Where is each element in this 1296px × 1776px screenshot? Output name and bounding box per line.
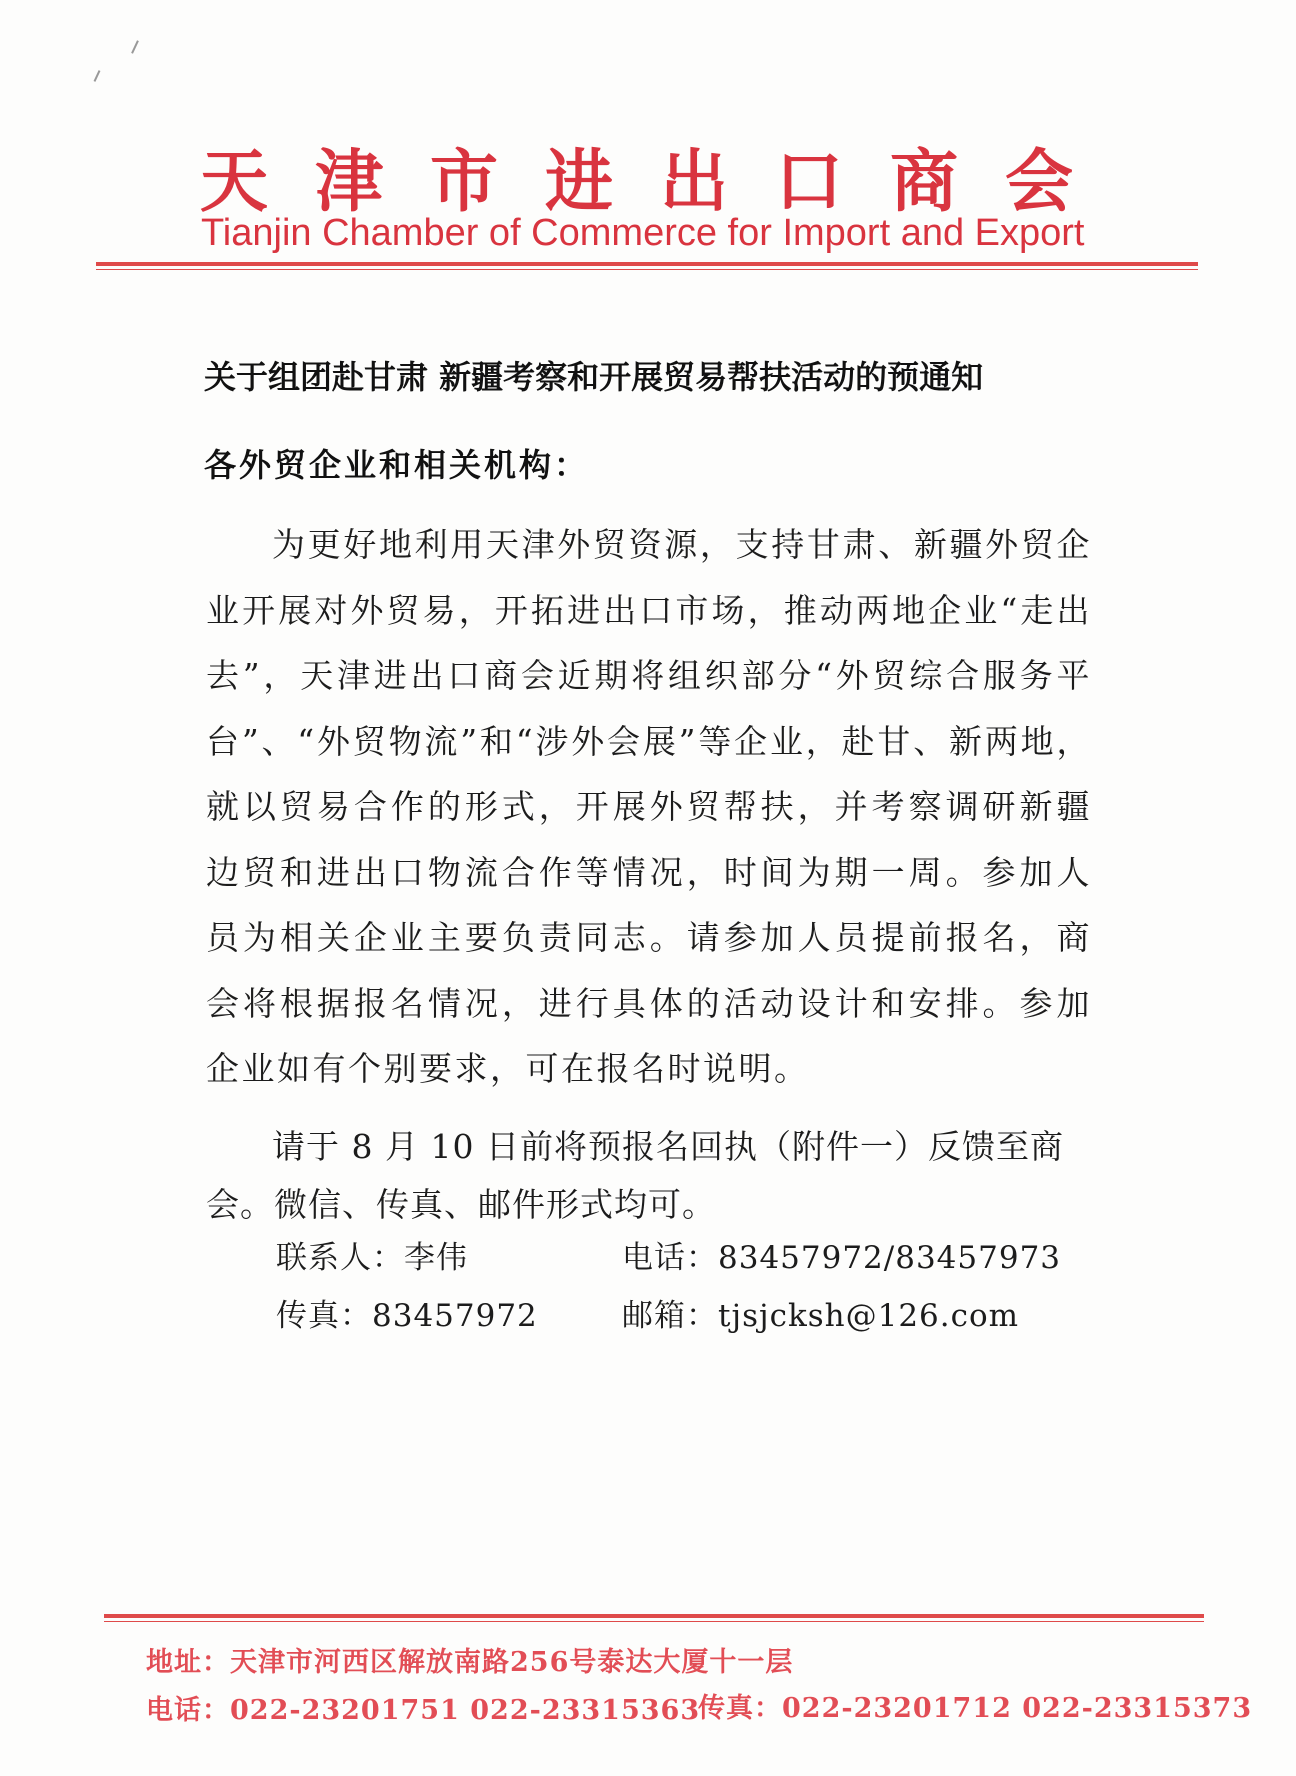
footer-phone: 电话：022-23201751 022-23315363 <box>146 1695 701 1726</box>
registration-note: 请于 8 月 10 日前将预报名回执（附件一）反馈至商会。微信、传真、邮件形式均可。 <box>206 1127 1064 1224</box>
footer-address: 地址：天津市河西区解放南路256号泰达大厦十一层 <box>146 1647 794 1678</box>
scan-mark <box>131 40 139 54</box>
contact-email: 邮箱：tjsjcksh@126.com <box>622 1298 1020 1334</box>
letterhead-english-name: Tianjin Chamber of Commerce for Import and Export <box>201 212 1085 254</box>
footer-divider <box>104 1614 1204 1622</box>
contact-phone: 电话：83457972/83457973 <box>622 1240 1062 1276</box>
letterhead-divider <box>96 262 1198 270</box>
document-title: 关于组团赴甘肃 新疆考察和开展贸易帮扶活动的预通知 <box>204 358 984 396</box>
salutation: 各外贸企业和相关机构： <box>204 446 590 484</box>
contact-person: 联系人：李伟 <box>276 1240 468 1276</box>
letterhead-chinese-name: 天津市进出口商会 <box>200 142 1121 222</box>
footer-fax: 传真：022-23201712 022-23315373 <box>698 1693 1253 1724</box>
contact-fax: 传真：83457972 <box>276 1298 538 1334</box>
body-paragraph: 为更好地利用天津外贸资源，支持甘肃、新疆外贸企业开展对外贸易，开拓进出口市场，推动两地企业“走出去”，天津进出口商会近期将组织部分“外贸综合服务平台”、“外贸物流”和“涉外会展”等企业，赴甘、新两地，就以贸易合作的形式，开展外贸帮扶，并考察调研新疆边贸和进出口物流合作等情况，时间为期一周。参加人员为相关企业主要负责同志。请参加人员提前报名，商会将根据报名情况，进行具体的活动设计和安排。参加企业如有个别要求，可在报名时说明。 <box>206 525 1092 1088</box>
scan-mark <box>94 70 101 82</box>
